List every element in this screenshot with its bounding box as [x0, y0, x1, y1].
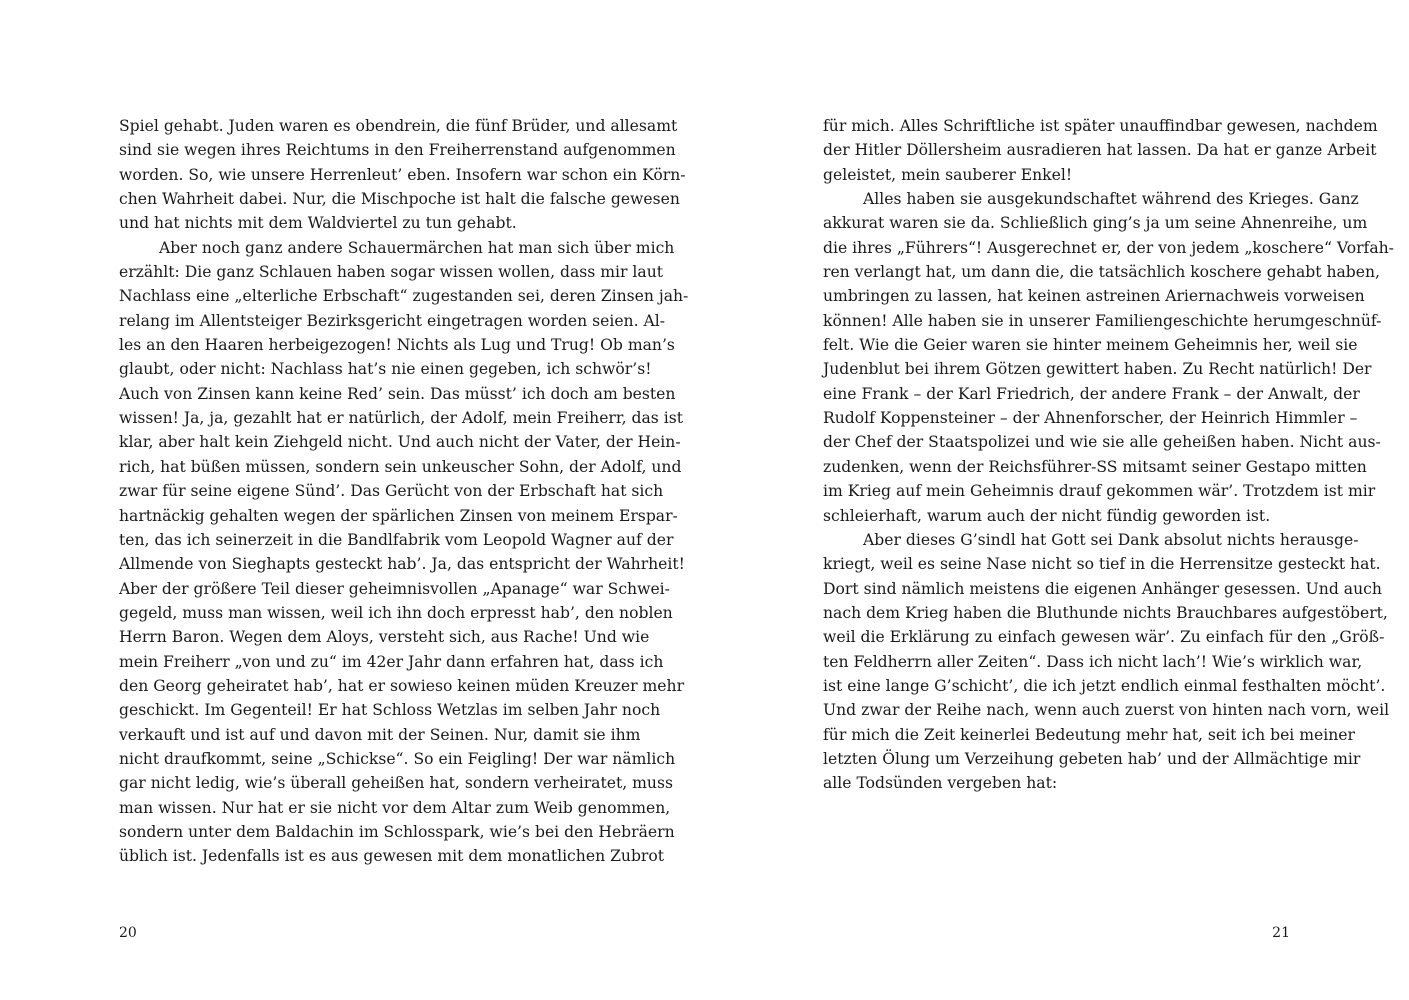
text-line: sondern unter dem Baldachin im Schlosspark, wie’s bei den Hebräern	[119, 822, 675, 841]
text-line: letzten Ölung um Verzeihung gebeten hab’ und der Allmächtige mir	[823, 749, 1361, 768]
text-line: kriegt, weil es seine Nase nicht so tief in die Herrensitze gesteckt hat.	[823, 555, 1381, 574]
text-line: mein Freiherr „von und zu“ im 42er Jahr dann erfahren hat, dass ich	[119, 652, 664, 671]
text-line: im Krieg auf mein Geheimnis drauf gekommen wär’. Trotzdem ist mir	[823, 482, 1376, 501]
text-line: Auch von Zinsen kann keine Red’ sein. Das müsst’ ich doch am besten	[119, 384, 676, 403]
text-line: man wissen. Nur hat er sie nicht vor dem Altar zum Weib genommen,	[119, 798, 671, 817]
text-line: geschickt. Im Gegenteil! Er hat Schloss Wetzlas im selben Jahr noch	[119, 701, 661, 720]
text-line: eine Frank – der Karl Friedrich, der andere Frank – der Anwalt, der	[823, 384, 1360, 403]
text-line: erzählt: Die ganz Schlauen haben sogar wissen wollen, dass mir laut	[119, 263, 663, 282]
text-line: glaubt, oder nicht: Nachlass hat’s nie einen gegeben, ich schwör’s!	[119, 360, 652, 379]
text-line: die ihres „Führers“! Ausgerechnet er, der von jedem „koschere“ Vorfah-	[823, 238, 1394, 257]
text-line: Nachlass eine „elterliche Erbschaft“ zugestanden sei, deren Zinsen jah-	[119, 287, 689, 306]
text-line: schleierhaft, warum auch der nicht fündig geworden ist.	[823, 506, 1271, 525]
text-line: Aber dieses G’sindl hat Gott sei Dank absolut nichts herausge-	[863, 530, 1359, 549]
text-line: zwar für seine eigene Sünd’. Das Gerücht von der Erbschaft hat sich	[119, 482, 664, 501]
text-line: rich, hat büßen müssen, sondern sein unkeuscher Sohn, der Adolf, und	[119, 457, 682, 476]
text-line: ten Feldherrn aller Zeiten“. Dass ich nicht lach’! Wie’s wirklich war,	[823, 652, 1363, 671]
text-line: weil die Erklärung zu einfach gewesen wär’. Zu einfach für den „Größ-	[823, 628, 1385, 647]
text-line: ten, das ich seinerzeit in die Bandlfabrik vom Leopold Wagner auf der	[119, 530, 674, 549]
text-line: Alles haben sie ausgekundschaftet während des Krieges. Ganz	[863, 190, 1359, 209]
text-line: nicht draufkommt, seine „Schickse“. So ein Feigling! Der war nämlich	[119, 749, 676, 768]
text-line: chen Wahrheit dabei. Nur, die Mischpoche ist halt die falsche gewesen	[119, 190, 680, 209]
text-line: gar nicht ledig, wie’s überall geheißen hat, sondern verheiratet, muss	[119, 774, 673, 793]
text-line: Rudolf Koppensteiner – der Ahnenforscher, der Heinrich Himmler –	[823, 409, 1358, 428]
text-line: Allmende von Sieghарts gesteckt hab’. Ja, das entspricht der Wahrheit!	[119, 555, 685, 574]
text-line: alle Todsünden vergeben hat:	[823, 774, 1058, 793]
text-line: verkauft und ist auf und davon mit der Seinen. Nur, damit sie ihm	[119, 725, 641, 744]
text-line: klar, aber halt kein Ziehgeld nicht. Und auch nicht der Vater, der Hein-	[119, 433, 681, 452]
text-line: üblich ist. Jedenfalls ist es aus gewesen mit dem monatlichen Zubrot	[119, 847, 665, 866]
text-line: können! Alle haben sie in unserer Familiengeschichte herumgeschnüf-	[823, 311, 1382, 330]
text-line: les an den Haaren herbeigezogen! Nichts als Lug und Trug! Ob man’s	[119, 336, 675, 355]
text-line: Spiel gehabt. Juden waren es obendrein, die fünf Brüder, und allesamt	[119, 117, 678, 135]
text-line: gegeld, muss man wissen, weil ich ihn doch erpresst hab’, den noblen	[119, 603, 673, 622]
text-line: Dort sind nämlich meistens die eigenen Anhänger gesessen. Und auch	[823, 579, 1382, 598]
right-page-text	[823, 114, 1394, 796]
text-line: umbringen zu lassen, hat keinen astreinen Ariernachweis vorweisen	[823, 287, 1365, 306]
text-line: worden. So, wie unsere Herrenleut’ eben. Insofern war schon ein Körn-	[119, 165, 686, 184]
text-line: für mich. Alles Schriftliche ist später unauffindbar gewesen, nachdem	[823, 117, 1378, 135]
text-line: relang im Allentsteiger Bezirksgericht eingetragen worden seien. Al-	[119, 311, 666, 330]
text-line: und hat nichts mit dem Waldviertel zu tun gehabt.	[119, 214, 517, 233]
text-line: nach dem Krieg haben die Bluthunde nichts Brauchbares aufgestöbert,	[823, 603, 1388, 622]
left-page	[0, 0, 704, 1000]
text-line: ist eine lange G’schicht’, die ich jetzt endlich einmal festhalten möcht’.	[823, 676, 1386, 695]
left-page-text	[119, 114, 689, 869]
text-line: geleistet, mein sauberer Enkel!	[823, 165, 1073, 184]
text-line: ren verlangt hat, um dann die, die tatsächlich koschere gehabt haben,	[823, 263, 1381, 282]
text-line: Judenblut bei ihrem Götzen gewittert haben. Zu Recht natürlich! Der	[823, 360, 1372, 379]
page-number-right: 21	[1272, 925, 1290, 941]
text-line: der Chef der Staatspolizei und wie sie alle geheißen haben. Nicht aus-	[823, 433, 1381, 452]
text-line: akkurat waren sie da. Schließlich ging’s ja um seine Ahnenreihe, um	[823, 214, 1368, 233]
text-line: für mich die Zeit keinerlei Bedeutung mehr hat, seit ich bei meiner	[823, 725, 1355, 744]
right-page	[704, 0, 1409, 1000]
text-line: der Hitler Döllersheim ausradieren hat lassen. Da hat er ganze Arbeit	[823, 141, 1377, 160]
text-line: Aber der größere Teil dieser geheimnisvollen „Apanage“ war Schwei-	[119, 579, 670, 598]
text-line: wissen! Ja, ja, gezahlt hat er natürlich, der Adolf, mein Freiherr, das ist	[119, 409, 684, 428]
text-line: sind sie wegen ihres Reichtums in den Freiherrenstand aufgenommen	[119, 141, 676, 160]
text-line: den Georg geheiratet hab’, hat er sowieso keinen müden Kreuzer mehr	[119, 676, 685, 695]
text-line: felt. Wie die Geier waren sie hinter meinem Geheimnis her, weil sie	[823, 336, 1358, 355]
text-line: Aber noch ganz andere Schauermärchen hat man sich über mich	[159, 238, 675, 257]
text-line: hartnäckig gehalten wegen der spärlichen Zinsen von meinem Erspar-	[119, 506, 678, 525]
page-number-left: 20	[119, 925, 137, 941]
text-line: Herrn Baron. Wegen dem Aloys, versteht sich, aus Rache! Und wie	[119, 628, 650, 647]
text-line: zudenken, wenn der Reichsführer-SS mitsamt seiner Gestapo mitten	[823, 457, 1367, 476]
text-line: Und zwar der Reihe nach, wenn auch zuerst von hinten nach vorn, weil	[823, 701, 1390, 720]
